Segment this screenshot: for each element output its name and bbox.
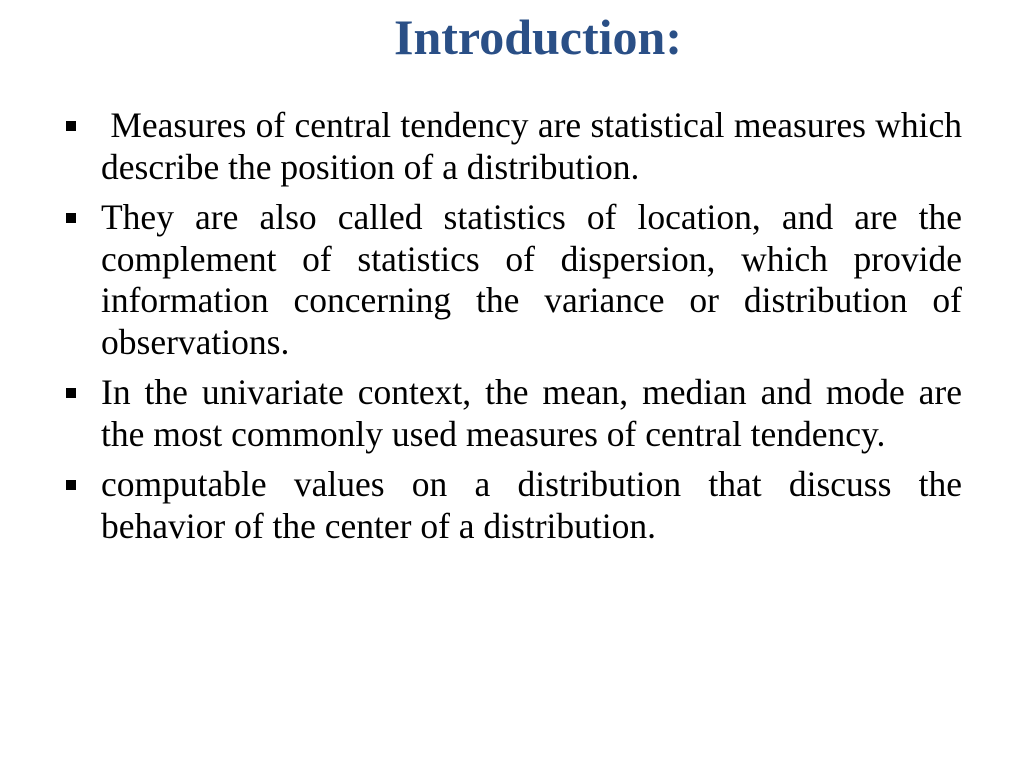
- square-bullet-icon: [66, 213, 76, 223]
- square-bullet-icon: [66, 480, 76, 490]
- bullet-list: [58, 105, 971, 556]
- bullet-item: [58, 197, 962, 363]
- bullet-text: They are also called statistics of location, and are the complement of statistics of dispersion, which provide information concerning the variance or distribution of observations.: [101, 197, 962, 362]
- bullet-item: [58, 464, 962, 547]
- bullet-item: [58, 105, 971, 188]
- bullet-text: Measures of central tendency are statistical measures which describe the position of a distribution.: [101, 105, 971, 187]
- bullet-item: [58, 372, 962, 455]
- square-bullet-icon: [66, 121, 76, 131]
- bullet-text: computable values on a distribution that discuss the behavior of the center of a distribution.: [101, 464, 962, 546]
- bullet-text: In the univariate context, the mean, median and mode are the most commonly used measures of central tendency.: [101, 372, 962, 454]
- square-bullet-icon: [66, 388, 76, 398]
- slide-title: Introduction:: [393, 9, 682, 65]
